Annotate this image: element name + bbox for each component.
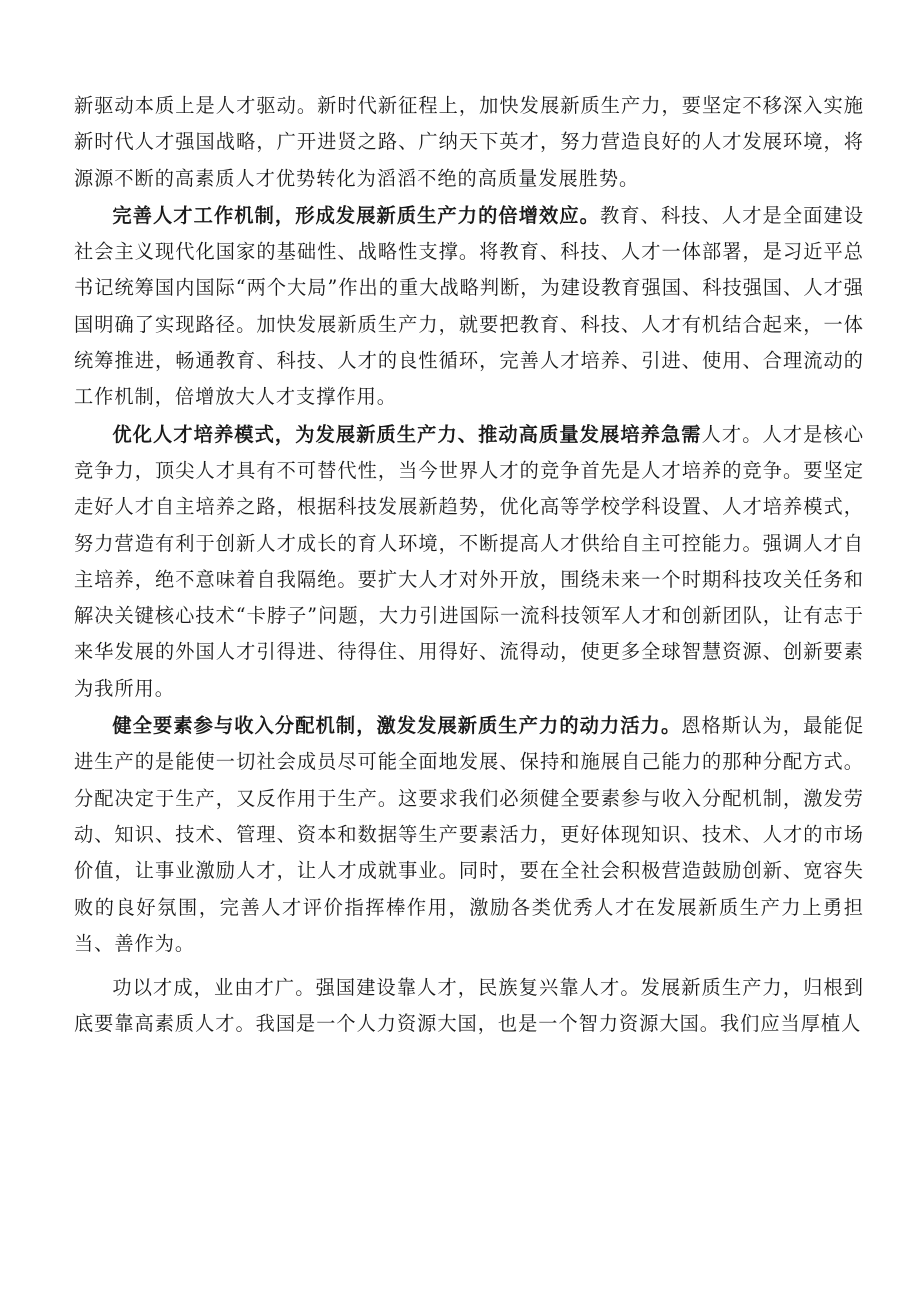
paragraph-3 [74,417,864,707]
paragraph-1-body: 新驱动本质上是人才驱动。新时代新征程上，加快发展新质生产力，要坚定不移深入实施新时代人才强国战略，广开进贤之路、广纳天下英才，努力营造良好的人才发展环境，将源源不断的高素质人才优势转化为滔滔不绝的高质量发展胜势。 [74,94,864,190]
paragraph-2-body: 教育、科技、人才是全面建设社会主义现代化国家的基础性、战略性支撑。将教育、科技、人才一体部署，是习近平总书记统筹国内国际“两个大局”作出的重大战略判断，为建设教育强国、科技强国、人才强国明确了实现路径。加快发展新质生产力，就要把教育、科技、人才有机结合起来，一体统筹推进，畅通教育、科技、人才的良性循环，完善人才培养、引进、使用、合理流动的工作机制，倍增放大人才支撑作用。 [74,203,865,409]
paragraph-4 [74,708,864,962]
paragraph-5 [74,970,864,1043]
paragraph-3-body: 人才。人才是核心竞争力，顶尖人才具有不可替代性，当今世界人才的竞争首先是人才培养的竞争。要坚定走好人才自主培养之路，根据科技发展新趋势，优化高等学校学科设置、人才培养模式，努力营造有利于创新人才成长的育人环境，不断提高人才供给自主可控能力。强调人才自主培养，绝不意味着自我隔绝。要扩大人才对外开放，围绕未来一个时期科技攻关任务和解决关键核心技术“卡脖子”问题，大力引进国际一流科技领军人才和创新团队，让有志于来华发展的外国人才引得进、待得住、用得好、流得动，使更多全球智慧资源、创新要素为我所用。 [74,422,865,700]
paragraph-5-body: 功以才成，业由才广。强国建设靠人才，民族复兴靠人才。发展新质生产力，归根到底要靠高素质人才。我国是一个人力资源大国，也是一个智力资源大国。我们应当厚植人 [74,976,864,1036]
document-page [74,88,864,1043]
paragraph-1 [74,88,864,197]
paragraph-2 [74,198,864,416]
paragraph-4-body: 恩格斯认为，最能促进生产的是能使一切社会成员尽可能全面地发展、保持和施展自己能力的那种分配方式。分配决定于生产，又反作用于生产。这要求我们必须健全要素参与收入分配机制，激发劳动、知识、技术、管理、资本和数据等生产要素活力，更好体现知识、技术、人才的市场价值，让事业激励人才，让人才成就事业。同时，要在全社会积极营造鼓励创新、宽容失败的良好氛围，完善人才评价指挥棒作用，激励各类优秀人才在发展新质生产力上勇担当、善作为。 [74,714,865,955]
paragraph-2-lead: 完善人才工作机制，形成发展新质生产力的倍增效应。 [112,203,601,227]
paragraph-3-lead: 优化人才培养模式，为发展新质生产力、推动高质量发展培养急需 [112,422,702,446]
paragraph-4-lead: 健全要素参与收入分配机制，激发发展新质生产力的动力活力。 [112,714,682,738]
